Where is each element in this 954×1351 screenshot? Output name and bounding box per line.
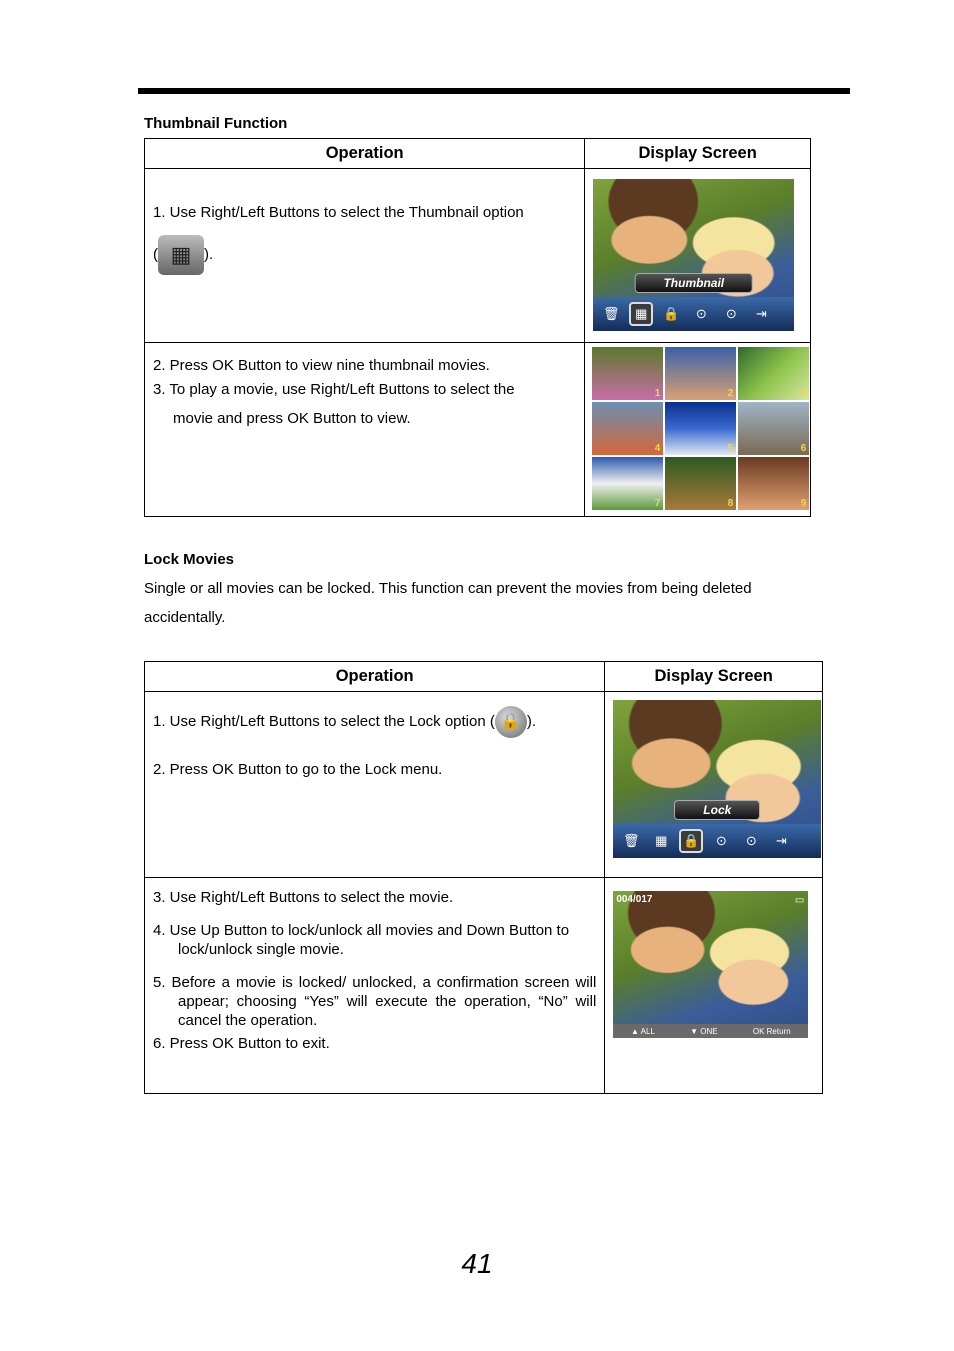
step-text: 3. Use Right/Left Buttons to select the movie. <box>153 889 454 906</box>
page-number: 41 <box>461 1248 493 1279</box>
slideshow-icon: ⊙ <box>725 306 737 321</box>
step-text: 2. Press OK Button to view nine thumbnail movies. <box>153 357 490 374</box>
lock-option-icon: 🔒 <box>495 706 527 738</box>
display-cell <box>605 692 823 878</box>
step-text: movie and press OK Button to view. <box>173 410 411 427</box>
menu-bar <box>613 824 821 858</box>
operation-cell <box>145 692 605 878</box>
thumbnail-cell: 4 <box>592 402 663 455</box>
thumbnail-cell: 5 <box>665 402 736 455</box>
return-hint: OK Return <box>752 1026 791 1036</box>
thumbnail-cell: 8 <box>665 457 736 510</box>
menu-label: Lock <box>674 800 760 820</box>
bottom-bar <box>613 1024 808 1038</box>
lock-select-screenshot <box>613 891 808 1038</box>
thumbnail-option-line <box>153 235 576 275</box>
slideshow-icon: ⊙ <box>745 833 757 848</box>
step-text: 1. Use Right/Left Buttons to select the Thumbnail option <box>153 204 524 221</box>
step-text: 2. Press OK Button to go to the Lock menu. <box>153 761 443 778</box>
header-display-screen: Display Screen <box>605 662 823 692</box>
menu-label: Thumbnail <box>634 273 753 293</box>
thumbnail-grid-icon: ▦ <box>158 235 204 275</box>
settings-icon: ⊙ <box>695 306 707 321</box>
thumbnail-icon: ▦ <box>629 302 653 326</box>
menu-bar <box>593 297 794 331</box>
operation-cell <box>145 169 585 343</box>
close-paren: ). <box>204 245 214 263</box>
lock-icon: 🔒 <box>679 829 703 853</box>
display-cell <box>585 169 811 343</box>
step-text: 5. Before a movie is locked/ unlocked, a confirmation screen will appear; choosing “Yes” will execute the operation, “No” will cancel the operation. <box>153 974 597 1029</box>
thumbnail-cell: 9 <box>738 457 809 510</box>
settings-icon: ⊙ <box>715 833 727 848</box>
delete-icon: 🗑 <box>603 306 620 321</box>
open-paren: ( <box>153 245 158 263</box>
operation-cell <box>145 343 585 517</box>
thumbnail-cell: 1 <box>592 347 663 400</box>
lock-icon: 🔒 <box>663 306 680 321</box>
thumbnail-cell: 2 <box>665 347 736 400</box>
lock-menu-screenshot <box>613 700 821 858</box>
thumbnail-cell: 7 <box>592 457 663 510</box>
step-text: 3. To play a movie, use Right/Left Buttons to select the <box>153 381 515 398</box>
display-cell <box>585 343 811 517</box>
step-text: 4. Use Up Button to lock/unlock all movies and Down Button to lock/unlock single movie. <box>153 922 570 958</box>
thumbnail-table <box>144 138 811 517</box>
thumbnail-icon: ▦ <box>655 833 668 848</box>
all-hint: ▲ ALL <box>630 1026 655 1036</box>
top-rule <box>138 88 850 94</box>
header-operation: Operation <box>145 139 585 169</box>
section-title-thumbnail: Thumbnail Function <box>144 115 288 132</box>
display-cell <box>605 878 823 1094</box>
nine-thumbnail-screenshot <box>592 347 809 510</box>
one-hint: ▼ ONE <box>690 1026 718 1036</box>
thumbnail-cell: 3 <box>738 347 809 400</box>
delete-icon: 🗑 <box>623 833 640 848</box>
lock-description: Single or all movies can be locked. This function can prevent the movies from being deleted accidentally. <box>144 580 752 626</box>
header-operation: Operation <box>145 662 605 692</box>
lock-table <box>144 661 823 1094</box>
step-text: 6. Press OK Button to exit. <box>153 1035 330 1052</box>
exit-icon: ⇥ <box>755 306 767 321</box>
header-display-screen: Display Screen <box>585 139 811 169</box>
operation-cell <box>145 878 605 1094</box>
step-text: 1. Use Right/Left Buttons to select the Lock option ( 🔒 ). <box>153 706 596 738</box>
exit-icon: ⇥ <box>775 833 787 848</box>
thumbnail-cell: 6 <box>738 402 809 455</box>
movie-icon: ▭ <box>794 895 805 906</box>
movie-counter: 004/017 <box>616 894 653 905</box>
section-title-lock: Lock Movies <box>144 551 235 568</box>
thumbnail-menu-screenshot <box>593 179 794 331</box>
